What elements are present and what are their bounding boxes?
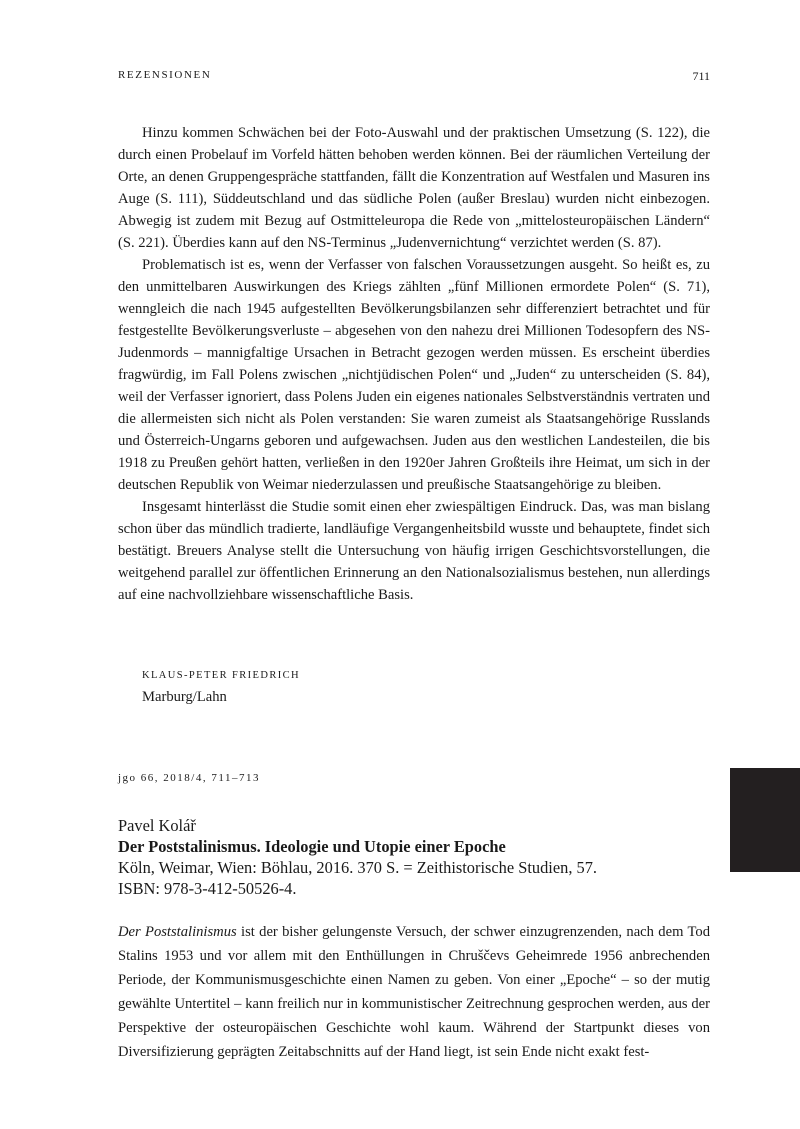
book-isbn: ISBN: 978-3-412-50526-4. — [118, 879, 297, 898]
review-body-continued — [118, 122, 710, 606]
book-title: Der Poststalinismus. Ideologie und Utopie einer Epoche — [118, 837, 506, 856]
page-header — [118, 69, 710, 85]
journal-citation: jgo 66, 2018/4, 711–713 — [118, 772, 260, 784]
paragraph: Insgesamt hinterlässt die Studie somit einen eher zwiespältigen Eindruck. Das, was man bislang schon über das mündlich tradierte, landläufige Vergangenheitsbild wusste und behauptete, findet sich bestätigt. Breuers Analyse stellt die Untersuchung von häufig irrigen Geschichtsvorstellungen, die weitgehend parallel zur öffentlichen Erinnerung an den Nationalsozialismus bestehen, nun allerdings auf eine nachvollziehbare wissenschaftliche Basis. — [118, 499, 710, 603]
book-title-italic: Der Poststalinismus — [118, 924, 237, 940]
book-author: Pavel Kolář — [118, 816, 196, 835]
review-body — [118, 920, 710, 1064]
book-publisher: Köln, Weimar, Wien: Böhlau, 2016. 370 S. = Zeithistorische Studien, 57. — [118, 858, 598, 877]
reviewer-signature — [142, 668, 702, 708]
reviewer-location: Marburg/Lahn — [142, 689, 227, 705]
section-thumb-tab — [730, 768, 800, 872]
page-number: 711 — [692, 69, 710, 83]
paragraph-text: ist der bisher gelungenste Versuch, der schwer einzugrenzenden, nach dem Tod Stalins 1953 und vor allem mit den Enthüllungen in Chruščevs Geheimrede 1956 anbrechenden Periode, der Kommunismusgeschichte einen Namen zu geben. Von einer „Epoche“ – so der mutig gewählte Untertitel – kann freilich nur in kommunistischer Zeitrechnung gesprochen werden, aus der Perspektive der osteuropäischen Geschichte wohl kaum. Während der Startpunkt dieses von Diversifizierung geprägten Zeitabschnitts auf der Hand liegt, ist sein Ende nicht exakt fest- — [118, 924, 710, 1060]
paragraph: Problematisch ist es, wenn der Verfasser von falschen Voraussetzungen ausgeht. So heißt es, zu den unmittelbaren Auswirkungen des Kriegs zählten „fünf Millionen ermordete Polen“ (S. 71), wenngleich die nach 1945 aufgestellten Bevölkerungsbilanzen sehr differenziert betrachtet und für festgestellte Bevölkerungsverluste – abgesehen von den nahezu drei Millionen Todesopfern des NS-Judenmords – mannigfaltige Ursachen in Betracht gezogen werden müssen. Es erscheint überdies fragwürdig, im Fall Polens zwischen „nichtjüdischen Polen“ und „Juden“ zu unterscheiden (S. 84), weil der Verfasser ignoriert, dass Polens Juden ein eigenes nationales Selbstverständnis vertraten und die allermeisten sich nicht als Polen verstanden: Sie waren zumeist als Staatsangehörige Russlands und Österreich-Ungarns geboren und aufgewachsen. Juden aus den westlichen Landesteilen, die bis 1918 zu Preußen gehört hatten, verließen in den 1920er Jahren Großteils ihre Heimat, um sich in der deutschen Republik von Weimar niederzulassen und preußische Staatsangehörige zu bleiben. — [118, 257, 710, 493]
paragraph: Hinzu kommen Schwächen bei der Foto-Auswahl und der praktischen Umsetzung (S. 122), die durch einen Probelauf im Vorfeld hätten behoben werden können. Bei der räumlichen Verteilung der Orte, an denen Gruppengespräche stattfanden, fällt die Konzentration auf Westfalen und Masuren ins Auge (S. 111), Süddeutschland und das südliche Polen (außer Breslau) wurden nicht einbezogen. Abwegig ist zudem mit Bezug auf Ostmitteleuropa die Rede von „mittelosteuropäischen Ländern“ (S. 221). Überdies kann auf den NS-Terminus „Judenvernichtung“ verzichtet werden (S. 87). — [118, 125, 710, 251]
reviewer-name: KLAUS-PETER FRIEDRICH — [142, 670, 301, 681]
book-reference — [118, 815, 710, 899]
paragraph — [118, 920, 710, 1064]
running-head: REZENSIONEN — [118, 69, 212, 81]
